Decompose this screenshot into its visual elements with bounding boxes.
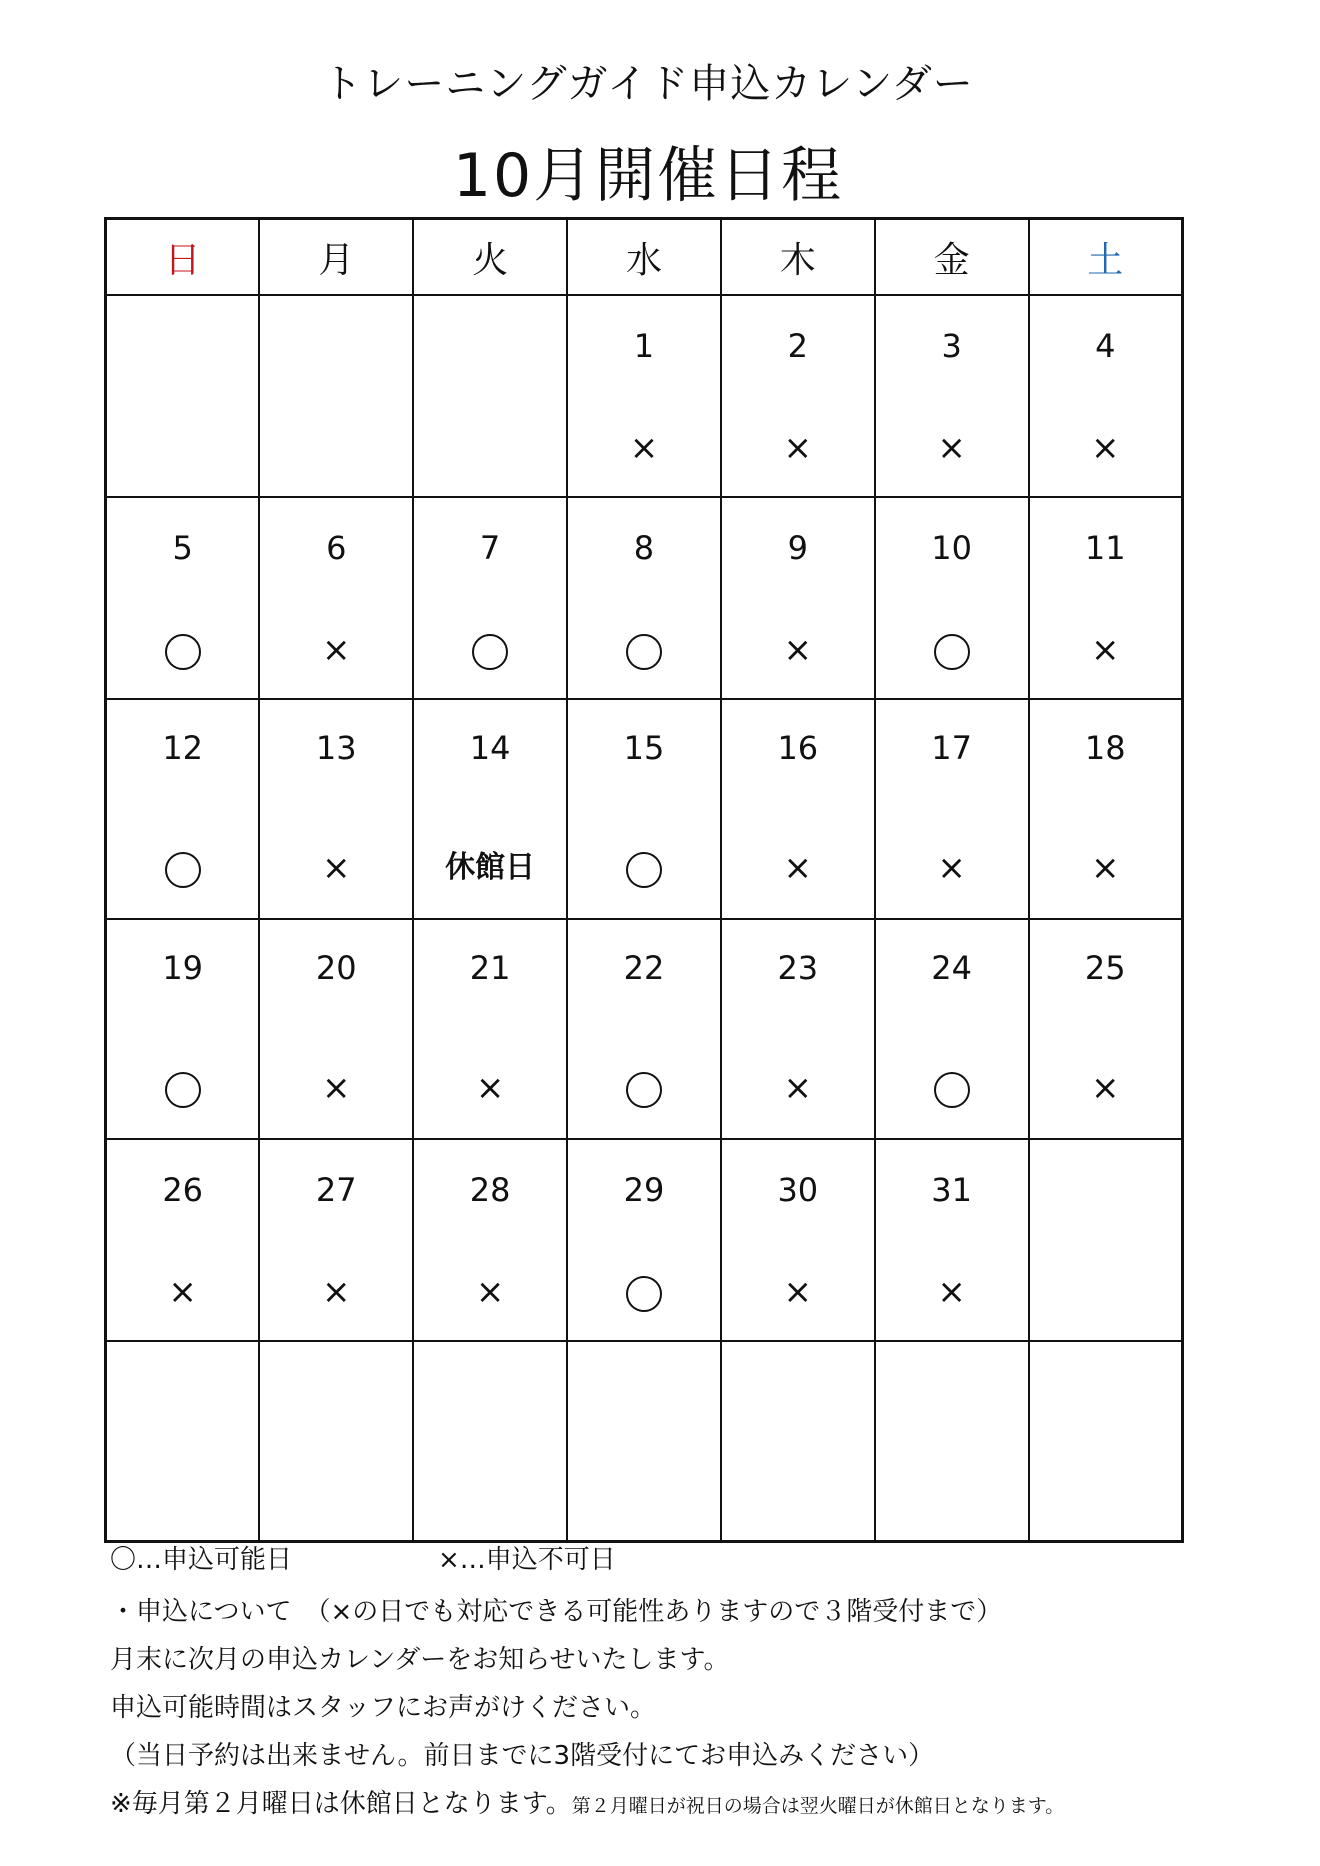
day-cell: [721, 1341, 875, 1542]
note-time: 申込可能時間はスタッフにお声がけください。: [110, 1693, 657, 1723]
day-cell: [259, 1139, 413, 1341]
weekday-tuesday: 火: [413, 219, 567, 296]
note-reservation: （当日予約は出来ません。前日までに3階受付にてお申込みください）: [110, 1741, 935, 1771]
available-mark: [107, 1066, 258, 1110]
day-cell: [106, 497, 260, 699]
day-cell: [567, 1341, 721, 1542]
unavailable-mark: ×: [783, 428, 813, 468]
unavailable-mark: ×: [168, 1272, 197, 1312]
day-cell: [721, 699, 875, 919]
day-cell: [721, 1139, 875, 1341]
circle-icon: [165, 634, 201, 670]
day-cell: [567, 497, 721, 699]
day-number: 8: [633, 529, 655, 567]
day-number: 21: [469, 949, 511, 987]
day-number: 10: [931, 529, 972, 567]
weekday-friday: 金: [875, 219, 1029, 296]
day-cell: [1029, 295, 1183, 497]
unavailable-mark: ×: [783, 1272, 813, 1312]
week-row: [106, 295, 1183, 497]
day-cell: [413, 497, 567, 699]
day-number: 6: [326, 529, 347, 567]
available-mark: [568, 1066, 720, 1110]
calendar-grid: [104, 217, 1184, 1543]
note-application: ・申込について （×の日でも対応できる可能性ありますので３階受付まで）: [110, 1597, 1003, 1627]
day-cell: [259, 919, 413, 1139]
weekday-monday: 月: [259, 219, 413, 296]
day-cell: [567, 919, 721, 1139]
note-closed-day: [110, 1780, 1064, 1830]
unavailable-mark: ×: [783, 1068, 813, 1108]
week-row: [106, 497, 1183, 699]
day-number: 17: [931, 729, 972, 767]
circle-icon: [165, 1072, 201, 1108]
day-number: 2: [787, 327, 808, 365]
day-cell: [875, 1139, 1029, 1341]
available-mark: [107, 846, 258, 890]
day-number: 16: [777, 729, 819, 767]
weekday-saturday: 土: [1029, 219, 1183, 296]
day-cell: [567, 1139, 721, 1341]
day-number: 18: [1084, 729, 1126, 767]
available-mark: [568, 1270, 720, 1314]
unavailable-mark: ×: [475, 1272, 505, 1312]
legend-unavailable: ×…申込不可日: [438, 1545, 616, 1575]
day-cell: [259, 699, 413, 919]
day-number: 22: [623, 949, 665, 987]
day-number: 26: [162, 1171, 204, 1209]
weekday-wednesday: 水: [567, 219, 721, 296]
day-cell: [413, 919, 567, 1139]
day-cell: [106, 295, 260, 497]
unavailable-mark: ×: [322, 630, 351, 670]
day-cell: [259, 295, 413, 497]
weekday-thursday: 木: [721, 219, 875, 296]
available-mark: [107, 628, 258, 672]
circle-icon: [626, 634, 662, 670]
day-number: 27: [315, 1171, 357, 1209]
day-cell: [567, 295, 721, 497]
day-cell: [106, 919, 260, 1139]
day-number: 24: [931, 949, 972, 987]
day-cell: [875, 497, 1029, 699]
day-cell: [1029, 919, 1183, 1139]
unavailable-mark: ×: [629, 428, 659, 468]
day-number: 12: [162, 729, 204, 767]
month-heading: 10月開催日程: [452, 141, 844, 211]
day-number: 20: [315, 949, 357, 987]
day-number: 7: [479, 529, 501, 567]
week-row: [106, 699, 1183, 919]
day-cell: [106, 1341, 260, 1542]
day-cell: [1029, 1139, 1183, 1341]
day-cell: [875, 699, 1029, 919]
day-number: 13: [315, 729, 357, 767]
day-number: 28: [469, 1171, 511, 1209]
day-number: 29: [623, 1171, 665, 1209]
weekday-header-row: [106, 219, 1183, 296]
day-cell: [875, 295, 1029, 497]
circle-icon: [626, 852, 662, 888]
day-number: 15: [623, 729, 665, 767]
day-cell: [721, 295, 875, 497]
available-mark: [876, 628, 1028, 672]
circle-icon: [626, 1276, 662, 1312]
day-cell: [1029, 699, 1183, 919]
day-number: 3: [941, 327, 962, 365]
week-row: [106, 1139, 1183, 1341]
weekday-sunday: 日: [106, 219, 260, 296]
available-mark: [876, 1066, 1028, 1110]
day-cell: [259, 1341, 413, 1542]
day-cell: [106, 699, 260, 919]
note-next-month: 月末に次月の申込カレンダーをお知らせいたします。: [110, 1645, 730, 1675]
day-number: 19: [162, 949, 204, 987]
legend-available: 〇…申込可能日: [110, 1545, 293, 1575]
note-closed-day-detail: 第２月曜日が祝日の場合は翌火曜日が休館日となります。: [571, 1795, 1065, 1817]
week-row: [106, 919, 1183, 1139]
day-cell: [413, 1139, 567, 1341]
unavailable-mark: ×: [1091, 1068, 1120, 1108]
circle-icon: [472, 634, 508, 670]
day-cell: [567, 699, 721, 919]
circle-icon: [626, 1072, 662, 1108]
unavailable-mark: ×: [783, 848, 813, 888]
unavailable-mark: ×: [1091, 630, 1120, 670]
day-number: 9: [787, 529, 808, 567]
day-number: 14: [469, 729, 511, 767]
available-mark: [568, 628, 720, 672]
closed-day-label: 休館日: [445, 850, 536, 885]
day-cell: [413, 295, 567, 497]
unavailable-mark: ×: [322, 1272, 351, 1312]
unavailable-mark: ×: [322, 848, 351, 888]
day-number: 4: [1095, 327, 1116, 365]
circle-icon: [934, 1072, 970, 1108]
unavailable-mark: ×: [783, 630, 813, 670]
unavailable-mark: ×: [322, 1068, 351, 1108]
day-cell: [1029, 1341, 1183, 1542]
legend: [110, 1536, 1064, 1584]
circle-icon: [934, 634, 970, 670]
day-cell: [721, 497, 875, 699]
day-cell: [413, 1341, 567, 1542]
unavailable-mark: ×: [937, 1272, 966, 1312]
note-closed-day-main: ※毎月第２月曜日は休館日となります。: [110, 1789, 572, 1819]
circle-icon: [165, 852, 201, 888]
day-cell: [259, 497, 413, 699]
day-number: 11: [1084, 529, 1126, 567]
day-cell: [875, 1341, 1029, 1542]
day-cell: [721, 919, 875, 1139]
day-cell: [413, 699, 567, 919]
day-number: 23: [777, 949, 819, 987]
available-mark: [568, 846, 720, 890]
day-cell: [1029, 497, 1183, 699]
day-number: 5: [172, 529, 193, 567]
day-cell: [106, 1139, 260, 1341]
day-number: 31: [931, 1171, 972, 1209]
unavailable-mark: ×: [475, 1068, 505, 1108]
notes-section: [110, 1536, 1064, 1830]
unavailable-mark: ×: [937, 848, 966, 888]
week-row: [106, 1341, 1183, 1542]
unavailable-mark: ×: [937, 428, 966, 468]
day-cell: [875, 919, 1029, 1139]
day-number: 30: [777, 1171, 819, 1209]
unavailable-mark: ×: [1091, 848, 1120, 888]
available-mark: [414, 628, 566, 672]
day-number: 1: [633, 327, 655, 365]
day-number: 25: [1084, 949, 1126, 987]
page-title: トレーニングガイド申込カレンダー: [322, 61, 974, 107]
unavailable-mark: ×: [1091, 428, 1120, 468]
